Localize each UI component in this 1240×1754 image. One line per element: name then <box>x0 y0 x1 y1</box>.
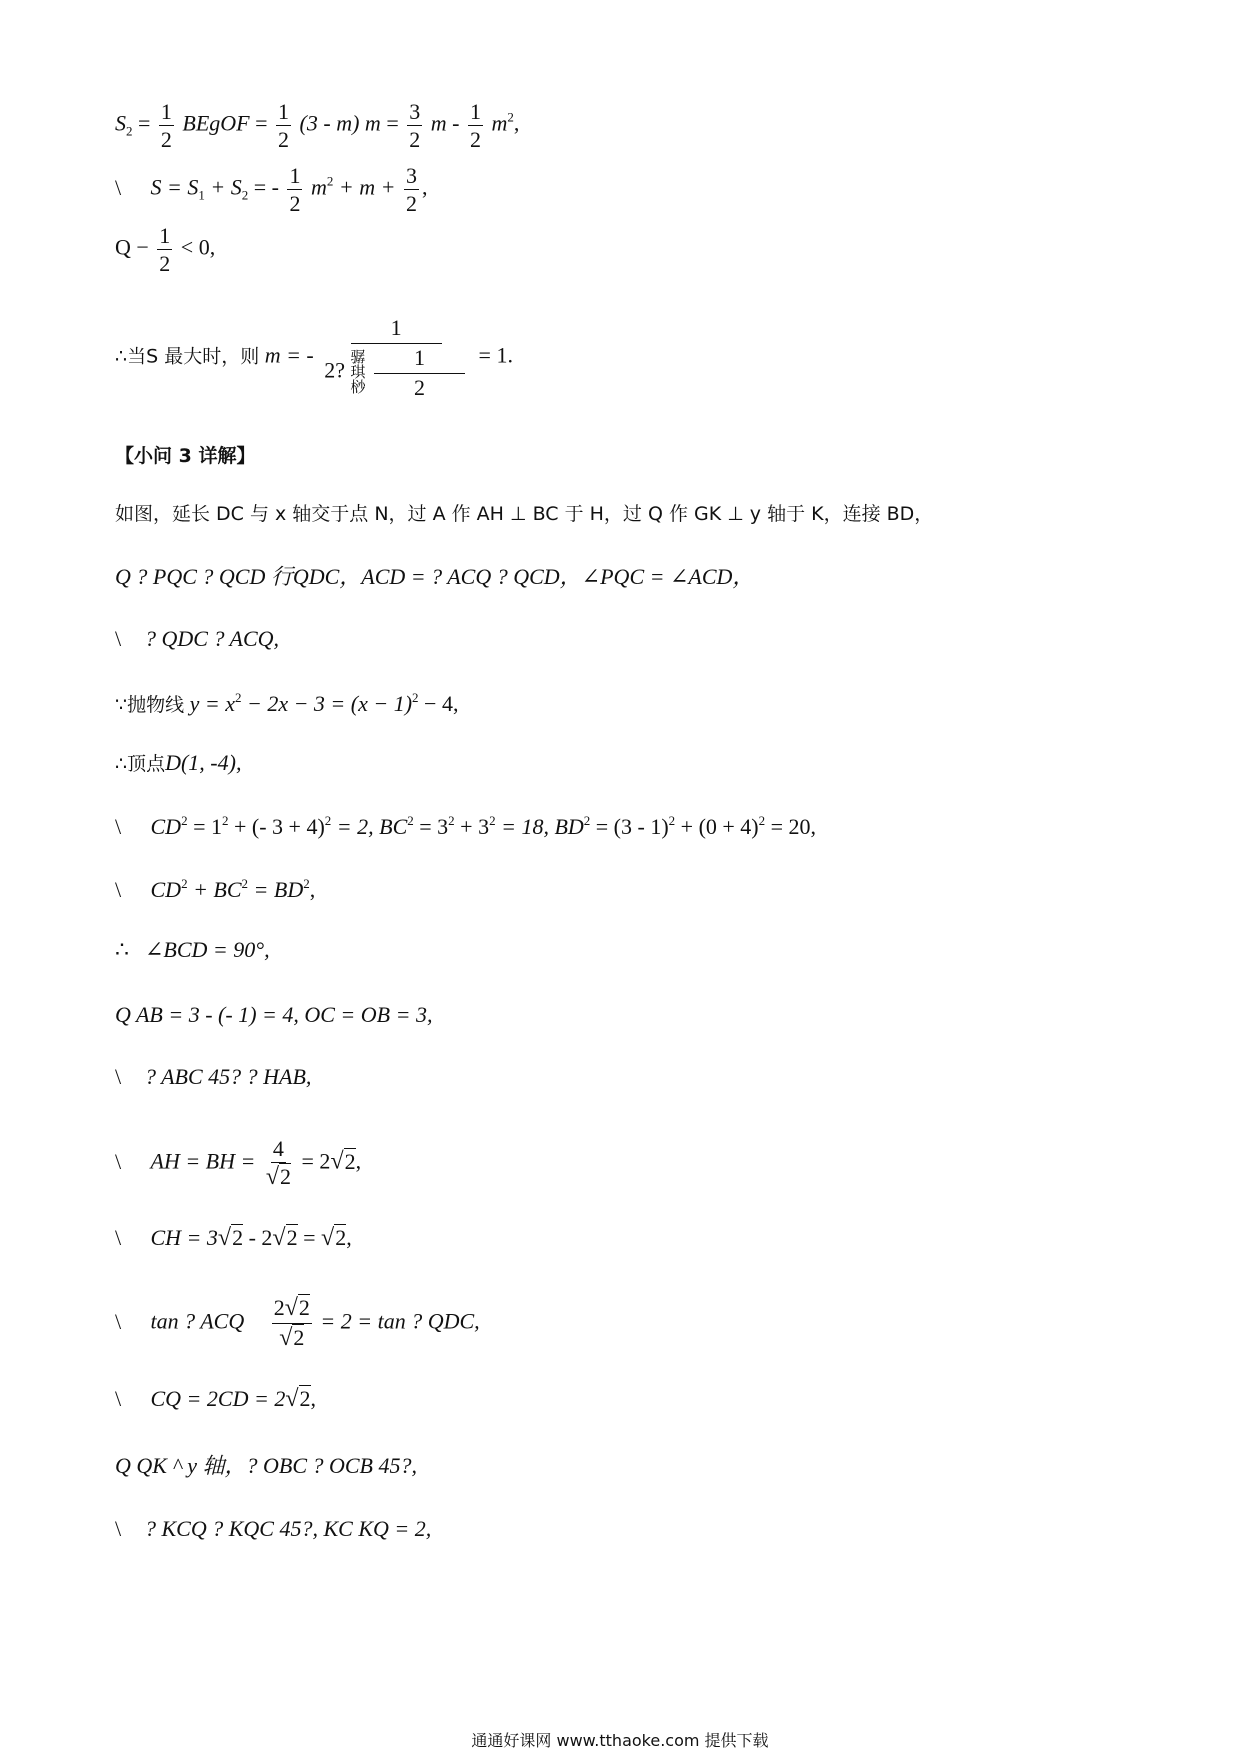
angle-relation-line: Q ? PQC ? QCD 行QDC，ACD = ? ACQ ? QCD，∠PQC = ∠ACD， <box>115 564 755 589</box>
ab-length-line: Q AB = 3 - (- 1) = 4, OC = OB = 3, <box>115 1002 433 1027</box>
vertex-line: ∴顶点D(1, -4), <box>115 750 242 775</box>
construction-text: 如图，延长 DC 与 x 轴交于点 N，过 A 作 AH ⊥ BC 于 H，过 Q 作 GK ⊥ y 轴于 K，连接 BD， <box>115 503 934 525</box>
cq-line: \ CQ = 2CD = 2√2, <box>115 1386 316 1412</box>
parabola-line: ∵抛物线 $y = x^2 - 2x - 3 = (x - 1)^2 - 4$, <box>115 690 459 716</box>
equation-s2: $S_2$ = $\frac{1}{2}$ BEgOF = $\frac{1}{2}$ (3 - m) m = $\frac{3}{2}$ m - $\frac{1}{2}$ $m^2$, <box>115 99 520 153</box>
max-s-line: ∴当S 最大时，则 m = - 1 2? 骣 琪 桫 $\frac{1}{2}$ = 1. <box>115 315 513 401</box>
ah-bh-line: \ AH = BH = $\frac{4}{√2}$ = 2√2, <box>115 1136 362 1191</box>
angle-45-line: \ ? ABC 45? ? HAB, <box>115 1064 312 1089</box>
section-heading: 【小问 3 详解】 <box>115 445 256 467</box>
tan-line: \ tan ? ACQ $\frac{2√2}{√2}$ = 2 = tan ? QDC, <box>115 1295 480 1352</box>
inequality-line: Q − $\frac{1}{2}$ < 0, <box>115 223 216 277</box>
distances-line: \ $CD^2 = 1^2$ + (- 3 + 4)$^2$ = 2, $BC^2 = 3^2 + 3^2 = 18$, $BD^2 = (3 - 1)^2 + (0 + 4)^2 = 20$, <box>115 813 817 839</box>
page-footer: 通通好课网 www.tthaoke.com 提供下载 <box>471 1731 769 1750</box>
qk-perp-line: Q QK ^ y 轴，? OBC ? OCB 45?, <box>115 1453 417 1478</box>
right-angle-line: ∴ ∠BCD = 90°, <box>115 937 270 962</box>
kc-kq-line: \ ? KCQ ? KQC 45?, KC KQ = 2, <box>115 1516 432 1541</box>
pythagoras-line: \ $CD^2 + BC^2 = BD^2$, <box>115 876 316 902</box>
angle-equal-line: \ ? QDC ? ACQ, <box>115 626 280 651</box>
equation-s-total: \ $S = S_1 + S_2$ = - $\frac{1}{2}$ $m^2 + m$ + $\frac{3}{2}$ , <box>115 163 428 217</box>
ch-line: \ CH = 3√2 - 2√2 = √2, <box>115 1225 352 1251</box>
